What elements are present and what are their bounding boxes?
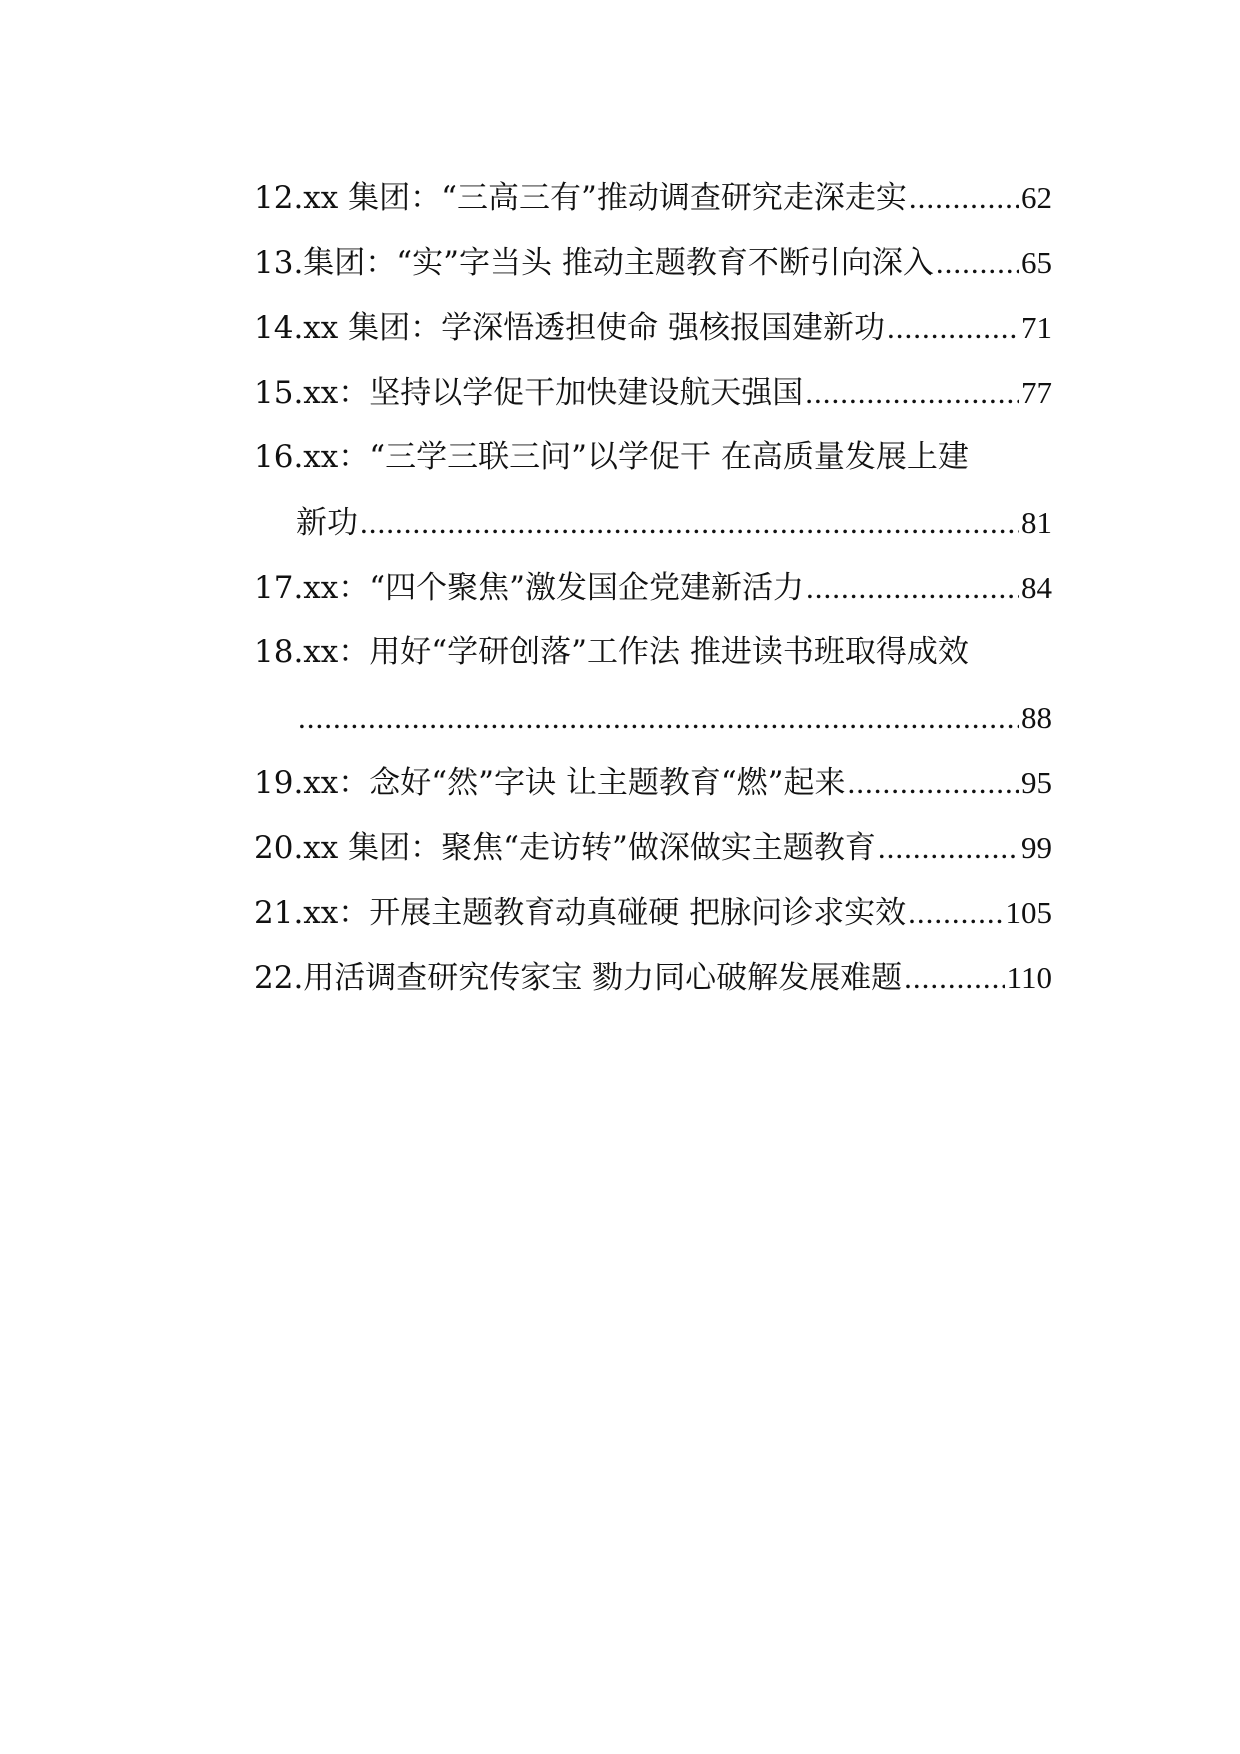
- toc-entry-title: 16.xx：“三学三联三问”以学促干 在高质量发展上建: [254, 439, 969, 475]
- toc-leader-dots: [887, 295, 1019, 360]
- toc-leader-dots: [360, 490, 1019, 555]
- toc-entry-18-continuation[interactable]: [254, 685, 1052, 750]
- toc-entry-13[interactable]: [254, 230, 1052, 295]
- toc-entry-title: 18.xx：用好“学研创落”工作法 推进读书班取得成效: [254, 634, 969, 670]
- toc-page-number: 88: [1021, 700, 1052, 735]
- toc-page-number: 105: [1005, 895, 1052, 930]
- toc-entry-12[interactable]: [254, 165, 1052, 230]
- toc-entry-title: 14.xx 集团：学深悟透担使命 强核报国建新功: [254, 310, 885, 346]
- toc-entry-16[interactable]: [254, 425, 1052, 490]
- toc-leader-dots: [936, 230, 1019, 295]
- toc-page-number: 99: [1021, 830, 1052, 865]
- toc-entry-title: 22.用活调查研究传家宝 勠力同心破解发展难题: [254, 960, 903, 996]
- toc-leader-dots: [904, 945, 1004, 1010]
- toc-entry-22[interactable]: [254, 945, 1052, 1010]
- toc-page-number: 62: [1021, 180, 1052, 215]
- toc-leader-dots: [909, 165, 1019, 230]
- toc-page-number: 84: [1021, 570, 1052, 605]
- toc-entry-15[interactable]: [254, 360, 1052, 425]
- toc-leader-dots: [908, 880, 1003, 945]
- toc-entry-14[interactable]: [254, 295, 1052, 360]
- toc-page-number: 110: [1006, 960, 1052, 995]
- table-of-contents: [254, 165, 1052, 1010]
- toc-entry-title: 15.xx：坚持以学促干加快建设航天强国: [254, 375, 804, 411]
- toc-entry-title: 12.xx 集团：“三高三有”推动调查研究走深走实: [254, 180, 907, 216]
- toc-entry-title: 17.xx：“四个聚焦”激发国企党建新活力: [254, 570, 804, 606]
- toc-entry-18[interactable]: [254, 620, 1052, 685]
- toc-page-number: 71: [1021, 310, 1052, 345]
- toc-entry-16-continuation[interactable]: [254, 490, 1052, 555]
- toc-page-number: 95: [1021, 765, 1052, 800]
- toc-entry-title: 20.xx 集团：聚焦“走访转”做深做实主题教育: [254, 830, 876, 866]
- toc-entry-20[interactable]: [254, 815, 1052, 880]
- toc-entry-title: 13.集团：“实”字当头 推动主题教育不断引向深入: [254, 245, 934, 281]
- toc-entry-17[interactable]: [254, 555, 1052, 620]
- toc-leader-dots: [806, 555, 1019, 620]
- toc-page-number: 81: [1021, 505, 1052, 540]
- toc-page-number: 77: [1021, 375, 1052, 410]
- toc-entry-21[interactable]: [254, 880, 1052, 945]
- toc-entry-title-continuation: 新功: [296, 505, 358, 541]
- toc-entry-title: 21.xx：开展主题教育动真碰硬 把脉问诊求实效: [254, 895, 907, 931]
- toc-entry-19[interactable]: [254, 750, 1052, 815]
- toc-page-number: 65: [1021, 245, 1052, 280]
- toc-leader-dots: [848, 750, 1019, 815]
- toc-leader-dots: [878, 815, 1019, 880]
- toc-leader-dots: [298, 685, 1019, 750]
- toc-entry-title: 19.xx：念好“然”字诀 让主题教育“燃”起来: [254, 765, 846, 801]
- toc-leader-dots: [805, 360, 1019, 425]
